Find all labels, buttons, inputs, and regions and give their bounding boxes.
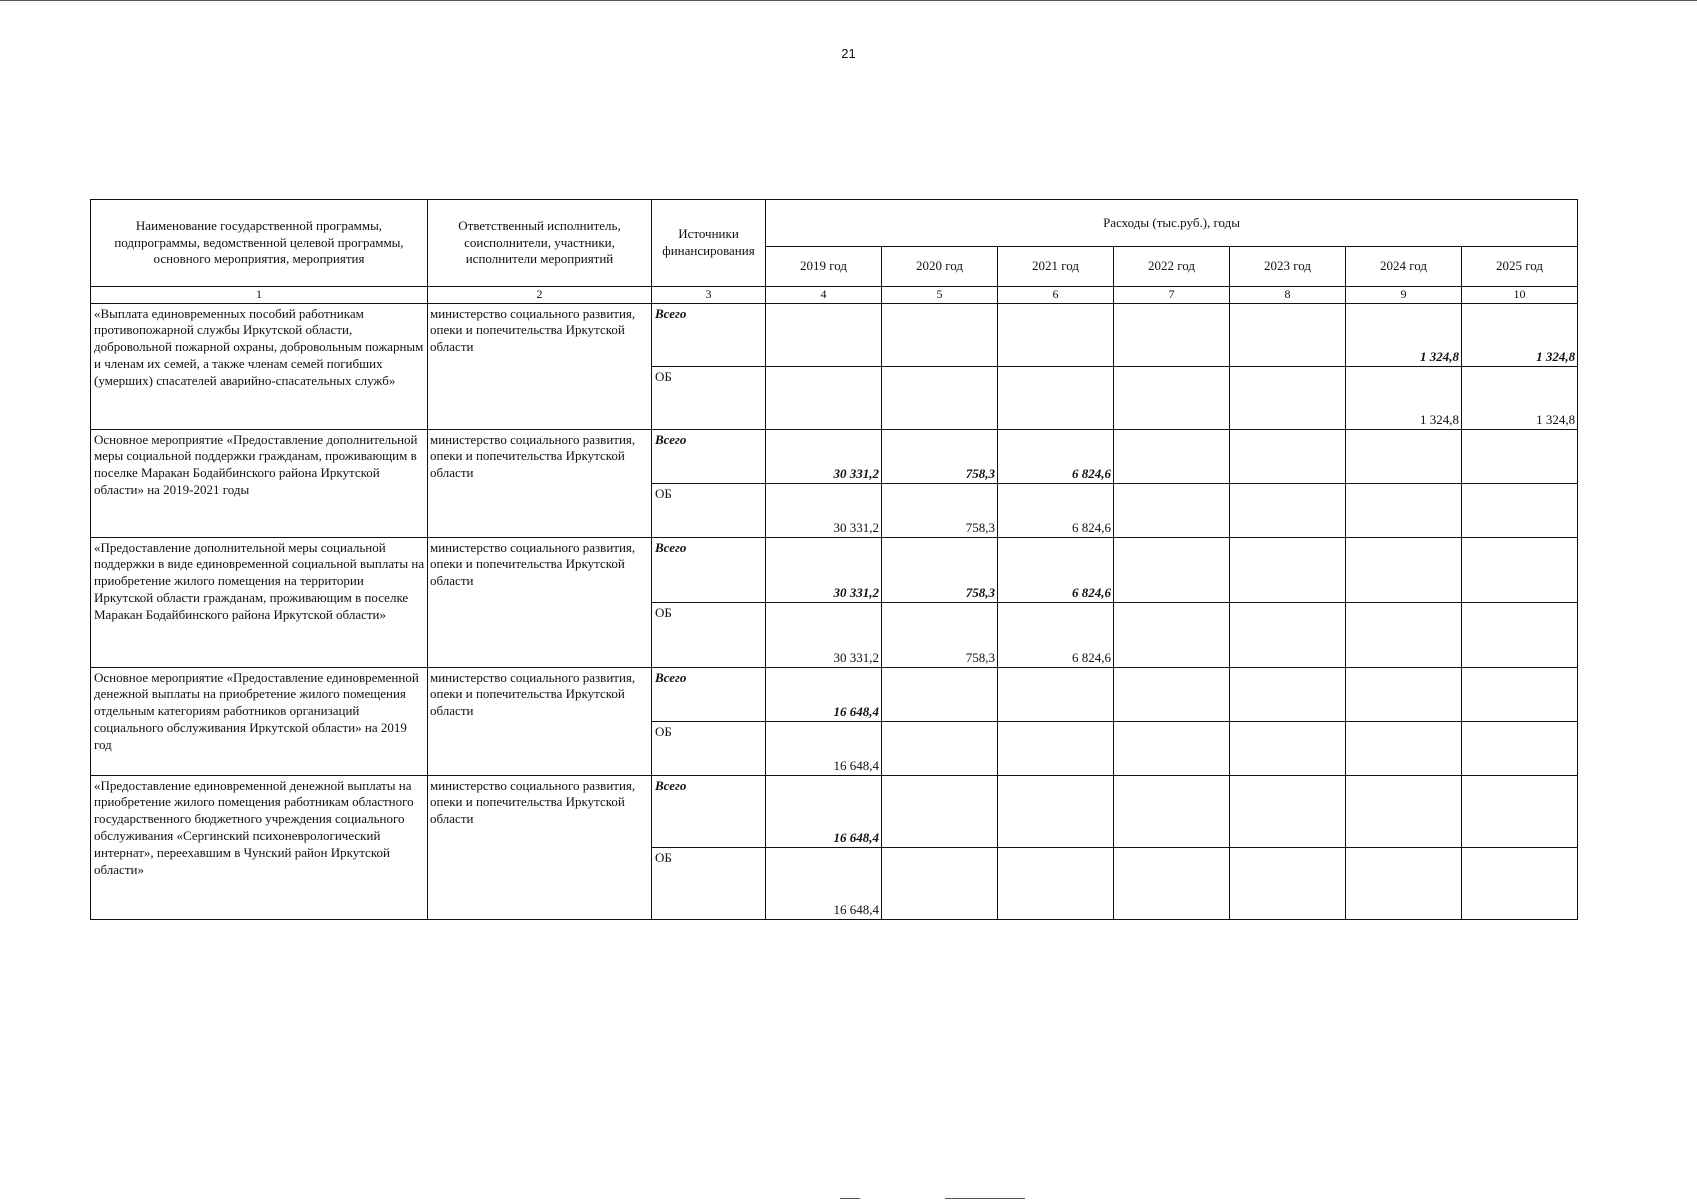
value-cell	[998, 667, 1114, 721]
funding-total-label: Всего	[652, 537, 766, 602]
value-cell	[1230, 721, 1346, 775]
program-name: Основное мероприятие «Предоставление дополнительной меры социальной поддержки гражданам, проживающим в поселке Маракан Бодайбинского района Иркутской области» на 2019-2021 годы	[91, 429, 428, 537]
program-name: «Выплата единовременных пособий работникам противопожарной службы Иркутской области, добровольной пожарной охраны, добровольным пожарным и членам их семей, а также членам семей погибших (умерших) спасателей аварийно-спасательных служб»	[91, 303, 428, 429]
value-cell	[998, 721, 1114, 775]
executor: министерство социального развития, опеки и попечительства Иркутской области	[428, 667, 652, 775]
value-cell: 16 648,4	[766, 667, 882, 721]
header-year: 2024 год	[1346, 247, 1462, 287]
value-cell	[998, 775, 1114, 847]
column-number: 3	[652, 287, 766, 304]
value-cell	[1114, 429, 1230, 483]
value-cell: 758,3	[882, 429, 998, 483]
value-cell	[1346, 667, 1462, 721]
funding-ob-label: ОБ	[652, 366, 766, 429]
header-year: 2022 год	[1114, 247, 1230, 287]
header-funding-source: Источники финансирования	[652, 200, 766, 287]
value-cell: 6 824,6	[998, 602, 1114, 667]
value-cell	[882, 775, 998, 847]
value-cell	[1114, 667, 1230, 721]
table-row	[91, 775, 1578, 847]
value-cell	[1114, 483, 1230, 537]
value-cell	[1462, 483, 1578, 537]
table-row	[91, 303, 1578, 366]
value-cell	[1114, 775, 1230, 847]
value-cell	[882, 847, 998, 919]
value-cell	[1346, 775, 1462, 847]
value-cell: 30 331,2	[766, 483, 882, 537]
value-cell	[1230, 429, 1346, 483]
table-row	[91, 667, 1578, 721]
value-cell	[882, 303, 998, 366]
value-cell: 30 331,2	[766, 537, 882, 602]
value-cell	[1230, 537, 1346, 602]
value-cell	[1346, 721, 1462, 775]
value-cell: 6 824,6	[998, 483, 1114, 537]
table-row	[91, 429, 1578, 483]
value-cell	[1114, 303, 1230, 366]
value-cell	[1114, 847, 1230, 919]
header-program-name: Наименование государственной программы, подпрограммы, ведомственной целевой программы, основного мероприятия, мероприятия	[91, 200, 428, 287]
funding-ob-label: ОБ	[652, 602, 766, 667]
value-cell: 30 331,2	[766, 602, 882, 667]
value-cell	[1230, 303, 1346, 366]
scan-artifact-line	[0, 0, 1697, 1]
value-cell	[1462, 847, 1578, 919]
value-cell	[1462, 667, 1578, 721]
value-cell: 1 324,8	[1346, 303, 1462, 366]
header-year: 2021 год	[998, 247, 1114, 287]
value-cell	[882, 667, 998, 721]
column-number: 8	[1230, 287, 1346, 304]
header-year: 2023 год	[1230, 247, 1346, 287]
table-row	[91, 537, 1578, 602]
value-cell	[1230, 366, 1346, 429]
value-cell	[766, 366, 882, 429]
executor: министерство социального развития, опеки и попечительства Иркутской области	[428, 303, 652, 429]
funding-total-label: Всего	[652, 303, 766, 366]
budget-table	[90, 199, 1578, 920]
page-number: 21	[841, 46, 856, 61]
value-cell	[1462, 429, 1578, 483]
executor: министерство социального развития, опеки и попечительства Иркутской области	[428, 537, 652, 667]
column-number: 2	[428, 287, 652, 304]
value-cell: 16 648,4	[766, 721, 882, 775]
value-cell	[1346, 602, 1462, 667]
program-name: «Предоставление дополнительной меры социальной поддержки в виде единовременной социальной выплаты на приобретение жилого помещения на территории Иркутской области гражданам, проживающим в поселке Маракан Бодайбинского района Иркутской области»	[91, 537, 428, 667]
value-cell	[1114, 366, 1230, 429]
value-cell	[1346, 537, 1462, 602]
value-cell: 1 324,8	[1462, 303, 1578, 366]
value-cell	[998, 366, 1114, 429]
funding-ob-label: ОБ	[652, 847, 766, 919]
program-name: Основное мероприятие «Предоставление единовременной денежной выплаты на приобретение жилого помещения отдельным категориям работников организаций социального обслуживания Иркутской области» на 2019 год	[91, 667, 428, 775]
value-cell: 6 824,6	[998, 537, 1114, 602]
value-cell	[1230, 483, 1346, 537]
funding-total-label: Всего	[652, 667, 766, 721]
funding-ob-label: ОБ	[652, 483, 766, 537]
header-year: 2019 год	[766, 247, 882, 287]
scan-artifact-line	[945, 1198, 1025, 1199]
value-cell	[1346, 483, 1462, 537]
funding-total-label: Всего	[652, 429, 766, 483]
value-cell: 758,3	[882, 602, 998, 667]
value-cell	[1230, 775, 1346, 847]
column-number: 1	[91, 287, 428, 304]
column-number: 7	[1114, 287, 1230, 304]
scan-artifact-line	[840, 1198, 860, 1199]
column-number: 5	[882, 287, 998, 304]
funding-ob-label: ОБ	[652, 721, 766, 775]
value-cell	[1462, 602, 1578, 667]
value-cell	[1462, 721, 1578, 775]
value-cell	[1230, 667, 1346, 721]
column-number: 4	[766, 287, 882, 304]
value-cell: 6 824,6	[998, 429, 1114, 483]
value-cell	[998, 303, 1114, 366]
value-cell	[766, 303, 882, 366]
value-cell	[1114, 721, 1230, 775]
header-year: 2025 год	[1462, 247, 1578, 287]
value-cell	[1114, 602, 1230, 667]
program-name: «Предоставление единовременной денежной выплаты на приобретение жилого помещения работникам областного государственного бюджетного учреждения социального обслуживания «Сергинский психоневрологический интернат», переехавшим в Чунский район Иркутской области»	[91, 775, 428, 919]
value-cell: 16 648,4	[766, 847, 882, 919]
column-number: 10	[1462, 287, 1578, 304]
value-cell: 758,3	[882, 483, 998, 537]
value-cell	[882, 721, 998, 775]
header-year: 2020 год	[882, 247, 998, 287]
value-cell: 1 324,8	[1346, 366, 1462, 429]
column-number: 6	[998, 287, 1114, 304]
column-number: 9	[1346, 287, 1462, 304]
value-cell: 16 648,4	[766, 775, 882, 847]
header-expenses: Расходы (тыс.руб.), годы	[766, 200, 1578, 247]
executor: министерство социального развития, опеки и попечительства Иркутской области	[428, 429, 652, 537]
value-cell	[1230, 602, 1346, 667]
value-cell	[1230, 847, 1346, 919]
value-cell	[1462, 775, 1578, 847]
value-cell: 758,3	[882, 537, 998, 602]
value-cell	[998, 847, 1114, 919]
value-cell	[1462, 537, 1578, 602]
value-cell: 1 324,8	[1462, 366, 1578, 429]
value-cell	[882, 366, 998, 429]
executor: министерство социального развития, опеки и попечительства Иркутской области	[428, 775, 652, 919]
value-cell	[1114, 537, 1230, 602]
value-cell	[1346, 429, 1462, 483]
value-cell: 30 331,2	[766, 429, 882, 483]
funding-total-label: Всего	[652, 775, 766, 847]
header-executor: Ответственный исполнитель, соисполнители, участники, исполнители мероприятий	[428, 200, 652, 287]
value-cell	[1346, 847, 1462, 919]
